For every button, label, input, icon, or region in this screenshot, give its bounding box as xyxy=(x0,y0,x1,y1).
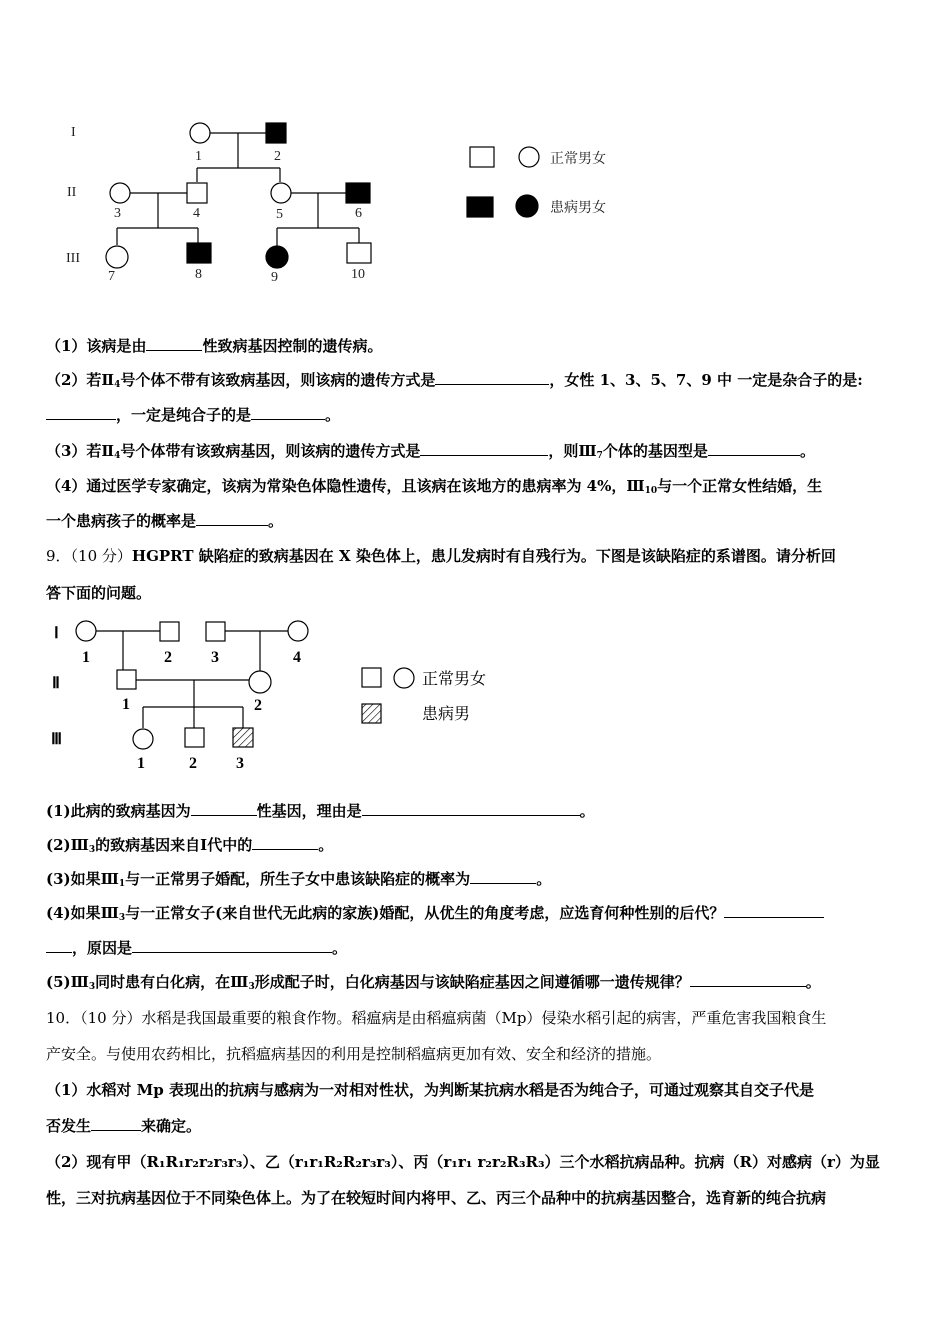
ind-num-2: 2 xyxy=(274,149,281,164)
answer-blank[interactable] xyxy=(132,938,332,953)
legend-normal-female-symbol xyxy=(394,668,414,688)
answer-blank[interactable] xyxy=(146,336,202,351)
ind-num-I-4: 4 xyxy=(293,649,301,666)
q9-stem: 9．（10 分）HGPRT 缺陷症的致病基因在 X 染色体上，患儿发病时有自残行为。下图是该缺陷症的系谱图。请分析回 xyxy=(46,547,836,565)
q10-part2: （2）现有甲（R₁R₁r₂r₂r₃r₃）、乙（r₁r₁R₂R₂r₃r₃）、丙（r₁r₁ r₂r₂R₃R₃）三个水稻抗病品种。抗病（R）对感病（r）为显 xyxy=(46,1153,880,1171)
legend-affected-female-symbol xyxy=(516,195,538,217)
q8-part4: （4）通过医学专家确定，该病为常染色体隐性遗传，且该病在该地方的患病率为 4%，$Ⅲ_{10}$与一个正常女性结婚，生 xyxy=(46,477,823,496)
individual-I-1-female-normal xyxy=(190,123,210,143)
q9-sub4: (4)如果$Ⅲ_3$与一正常女子(来自世代无此病的家族)婚配，从优生的角度考虑，应选育何种性别的后代？ xyxy=(46,903,906,928)
q9-sub3: (3)如果$Ⅲ_1$与一正常男子婚配，所生子女中患该缺陷症的概率为 。 xyxy=(46,870,552,889)
pedigree-figure-2 xyxy=(0,610,560,780)
legend-normal-label: 正常男女 xyxy=(550,151,606,167)
answer-blank[interactable] xyxy=(435,370,549,385)
answer-blank[interactable] xyxy=(708,441,800,456)
legend-normal-male-symbol xyxy=(362,668,381,687)
answer-blank[interactable] xyxy=(252,835,318,850)
ind-num-4: 4 xyxy=(193,206,200,221)
individual-II-5-female-normal xyxy=(271,183,291,203)
ind-num-9: 9 xyxy=(271,270,278,285)
ind-num-II-2: 2 xyxy=(254,697,262,714)
q8-part3: （3）若$Ⅱ_4$号个体带有该致病基因，则该病的遗传方式是 ，则$Ⅲ_7$个体的基因型是 。 xyxy=(46,442,815,461)
individual-II-6-male-affected xyxy=(346,183,370,203)
answer-blank[interactable] xyxy=(420,441,548,456)
answer-blank[interactable] xyxy=(196,511,268,526)
gen-label-III: Ⅲ xyxy=(51,731,63,748)
legend-normal-female-symbol xyxy=(519,147,539,167)
individual-I-2-male-affected xyxy=(266,123,286,143)
q9-sub5: $(5)Ⅲ_3$同时患有白化病，在$Ⅲ_3$形成配子时，白化病基因与该缺陷症基因之间遵循哪一遗传规律？ 。 xyxy=(46,973,821,992)
individual-I-1-female-normal xyxy=(76,621,96,641)
q8-part4-continued: 一个患病孩子的概率是 。 xyxy=(46,512,284,530)
ind-num-III-3: 3 xyxy=(236,755,244,772)
individual-II-4-male-normal xyxy=(187,183,207,203)
answer-blank[interactable] xyxy=(724,903,824,918)
ind-num-6: 6 xyxy=(355,206,362,221)
q10-part1: （1）水稻对 Mp 表现出的抗病与感病为一对相对性状，为判断某抗病水稻是否为纯合子，可通过观察其自交子代是 xyxy=(46,1081,814,1099)
ind-num-I-2: 2 xyxy=(164,649,172,666)
ind-num-II-1: 1 xyxy=(122,696,130,713)
q9-sub2: $(2)Ⅲ_3$的致病基因来自Ⅰ代中的 。 xyxy=(46,836,334,855)
individual-III-10-male-normal xyxy=(347,243,371,263)
answer-blank[interactable] xyxy=(470,869,536,884)
q8-part1: （1）该病是由 性致病基因控制的遗传病。 xyxy=(46,337,383,355)
ind-num-5: 5 xyxy=(276,207,283,222)
q8-part2: （2）若$Ⅱ_4$号个体不带有该致病基因，则该病的遗传方式是 ，女性 1、3、5、7、9 中 一定是杂合子的是: xyxy=(46,371,863,390)
ind-num-I-1: 1 xyxy=(82,649,90,666)
q9-sub1: (1)此病的致病基因为 性基因，理由是 。 xyxy=(46,802,595,820)
individual-II-2-female-normal xyxy=(249,671,271,693)
individual-II-1-male-normal xyxy=(117,670,136,689)
q10-stem-continued: 产安全。与使用农药相比，抗稻瘟病基因的利用是控制稻瘟病更加有效、安全和经济的措施。 xyxy=(46,1045,662,1063)
legend-affected-label: 患病男女 xyxy=(550,200,606,216)
q10-part2-continued: 性，三对抗病基因位于不同染色体上。为了在较短时间内将甲、乙、丙三个品种中的抗病基因整合，选育新的纯合抗病 xyxy=(46,1189,827,1207)
pedigree-figure-1 xyxy=(0,100,700,300)
ind-num-8: 8 xyxy=(195,267,202,282)
individual-III-9-female-affected xyxy=(266,246,288,268)
ind-num-1: 1 xyxy=(195,149,202,164)
gen-label-II: II xyxy=(67,185,77,200)
answer-blank[interactable] xyxy=(46,938,72,953)
ind-num-III-1: 1 xyxy=(137,755,145,772)
individual-I-3-male-normal xyxy=(206,622,225,641)
gen-label-I: Ⅰ xyxy=(54,625,59,642)
q10-part1-continued: 否发生 来确定。 xyxy=(46,1117,202,1135)
individual-III-8-male-affected xyxy=(187,243,211,263)
gen-label-II: Ⅱ xyxy=(52,675,60,692)
ind-num-10: 10 xyxy=(351,267,365,282)
legend-affected-label: 患病男 xyxy=(422,704,471,723)
q9-sub4-continued: ，原因是 。 xyxy=(46,938,906,958)
individual-III-3-male-affected xyxy=(233,728,253,747)
legend-normal-male-symbol xyxy=(470,147,494,167)
gen-label-III: III xyxy=(66,251,80,266)
legend-affected-male-symbol xyxy=(467,197,493,217)
answer-blank[interactable] xyxy=(191,801,257,816)
answer-blank[interactable] xyxy=(46,405,116,420)
ind-num-I-3: 3 xyxy=(211,649,219,666)
individual-I-2-male-normal xyxy=(160,622,179,641)
q9-stem-continued: 答下面的问题。 xyxy=(46,584,152,602)
individual-III-7-female-normal xyxy=(106,246,128,268)
answer-blank[interactable] xyxy=(91,1116,141,1131)
individual-II-3-female-normal xyxy=(110,183,130,203)
q9-number: 9．（10 分） xyxy=(46,547,132,565)
individual-III-1-female-normal xyxy=(133,729,153,749)
answer-blank[interactable] xyxy=(362,801,580,816)
ind-num-III-2: 2 xyxy=(189,755,197,772)
ind-num-7: 7 xyxy=(108,269,115,284)
gen-label-I: I xyxy=(71,125,76,140)
ind-num-3: 3 xyxy=(114,206,121,221)
individual-III-2-male-normal xyxy=(185,728,204,747)
legend-affected-male-symbol xyxy=(362,704,381,723)
q10-number: 10．（10 分） xyxy=(46,1009,142,1027)
individual-I-4-female-normal xyxy=(288,621,308,641)
answer-blank[interactable] xyxy=(251,405,325,420)
legend-normal-label: 正常男女 xyxy=(422,669,487,688)
answer-blank[interactable] xyxy=(690,972,806,987)
q8-part2-continued: ，一定是纯合子的是 。 xyxy=(46,405,906,425)
q10-stem: 10．（10 分）水稻是我国最重要的粮食作物。稻瘟病是由稻瘟病菌（Mp）侵染水稻引起的病害，严重危害我国粮食生 xyxy=(46,1009,827,1027)
